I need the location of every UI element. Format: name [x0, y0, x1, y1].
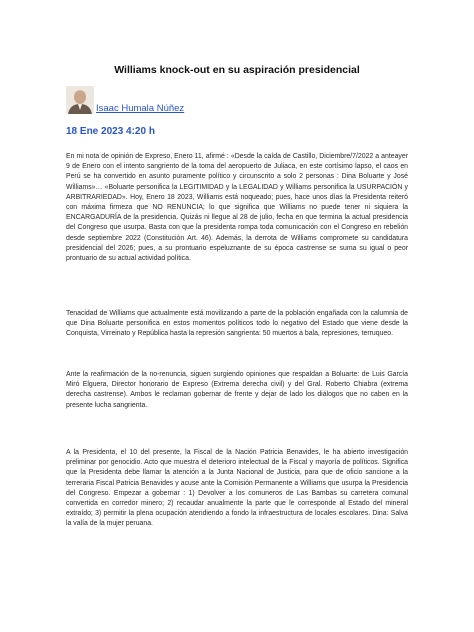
paragraph-1: En mi nota de opinión de Expreso, Enero 11, afirmé : «Desde la caída de Castillo, Diciembre/7/2022 a anteayer 9 de Enero con el intento sangriento de la toma del aeropuerto de Juliaca, en este cortísimo lapso, el caos en Perú se ha convertido en asunto puramente político y circunscrito a solo 2 personas : Dina Boluarte y José Williams»… «Boluarte personifica la LEGITIMIDAD y la LEGALIDAD y Williams personifica la USURPACIÓN y ARBITRARIEDAD». Hoy, Enero 18 2023, Williams está noqueado; pues, hace unos días la Presidenta reiteró con máxima firmeza que NO RENUNCIA; lo que significa que Williams no puede tener ni siquiera la ENCARGADURÍA de la presidencia. Quizás ni llegue al 28 de julio, fecha en que termina la actual presidencia del Congreso que usurpa. Basta con que la presidenta rompa toda comunicación con el Congreso en rebelión desde septiembre 2022 (Constitución Art. 46). Además, la derrota de Williams compromete su candidatura presidencial del 2026; pues, a su prontuario espeluznante de su época castrense se suma su igual o peor prontuario de su actual actividad política.	[66, 153, 408, 263]
author-photo-icon	[66, 86, 94, 114]
author-avatar	[66, 86, 94, 114]
paragraph-4: A la Presidenta, el 10 del presente, la Fiscal de la Nación Patricia Benavides, le ha abierto investigación preliminar por genocidio. Acto que muestra el deterioro intelectual de la Fiscal y mayoría de políticos. Significa que la Presidenta debe llamar la atención a la Junta Nacional de Justicia, para que de oficio sancione a la terreraria Fiscal Patricia Benavides y acuse ante la Comisión Permanente a Williams que usurpa la Presidencia del Congreso. Empezar a gobernar : 1) Devolver a los comuneros de Las Bambas su carretera comunal convertida en corredor minero; 2) recaudar anualmente la parte que le corresponde al Estado del mineral extraído; 3) permitir la plena ocupación atendiendo a fondo la infraestructura de locales escolares. Dina: Salva la valía de la mujer peruana.	[66, 449, 408, 528]
paragraph-2: Tenacidad de Williams que actualmente está movilizando a parte de la población engañada con la calumnia de que Dina Boluarte personifica en estos momentos políticos todo lo negativo del Estado que viene desde la Conquista, Virreinato y República hasta la represión sangrienta: 50 muertos a bala, represiones, terruqueo.	[66, 310, 408, 338]
article-title: Williams knock-out en su aspiración presidencial	[114, 64, 360, 76]
author-link[interactable]: Isaac Humala Núñez	[96, 103, 185, 114]
publish-date: 18 Ene 2023 4:20 h	[66, 126, 155, 137]
paragraph-3: Ante la reafirmación de la no-renuncia, siguen surgiendo opiniones que respaldan a Boluarte: de Luis García Miró Elguera, Director honorario de Expreso (Extrema derecha civil) y del Gral. Roberto Chiabra (extrema derecha castrense). Ambos le reclaman gobernar de frente y dejar de lado los diálogos que no caben en la presente lucha sangrienta.	[66, 371, 408, 409]
